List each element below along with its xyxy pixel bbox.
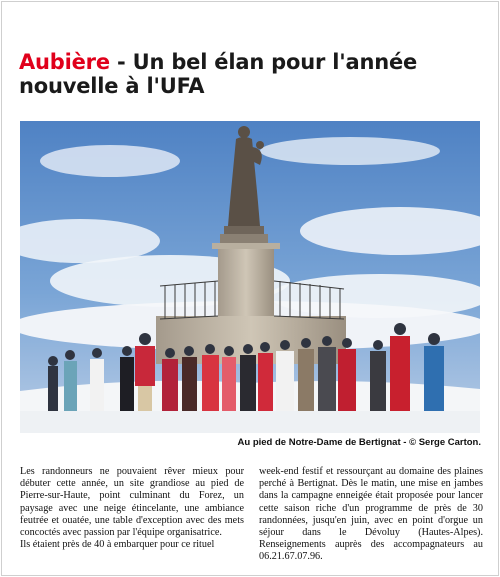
headline-place: Aubière bbox=[19, 50, 110, 74]
article-column-right bbox=[259, 466, 483, 564]
article-column-left bbox=[20, 466, 244, 551]
article-paragraph: week-end festif et ressourçant au domaine des plaines perché à Bertignat. Dès le matin, une mise en jambes dans la campagne enneigée était proposée pour lancer cette saison riche d'un programme de près de 30 randonnées, jusqu'en juin, avec en point d'orgue un séjour dans le Dévoluy (Hautes-Alpes). Renseignements auprès des accompagnateurs au 06.21.67.07.96. bbox=[259, 466, 483, 563]
headline-rest: - Un bel élan pour l'année nouvelle à l'UFA bbox=[19, 50, 418, 98]
article-paragraph: Les randonneurs ne pouvaient rêver mieux pour débuter cette année, un site grandiose au pied de Pierre-sur-Haute, point culminant du Forez, un paysage avec une neige étincelante, une ambiance feutrée et ouatée, une table d'exception avec des mets concoctés avec passion par l'équipe organisatrice. bbox=[20, 466, 244, 539]
photo-caption: Au pied de Notre-Dame de Bertignat - © Serge Carton. bbox=[237, 437, 481, 448]
article-paragraph: Ils étaient près de 40 à embarquer pour ce rituel bbox=[20, 539, 215, 551]
article-photo bbox=[20, 121, 480, 433]
article-headline bbox=[19, 50, 489, 98]
